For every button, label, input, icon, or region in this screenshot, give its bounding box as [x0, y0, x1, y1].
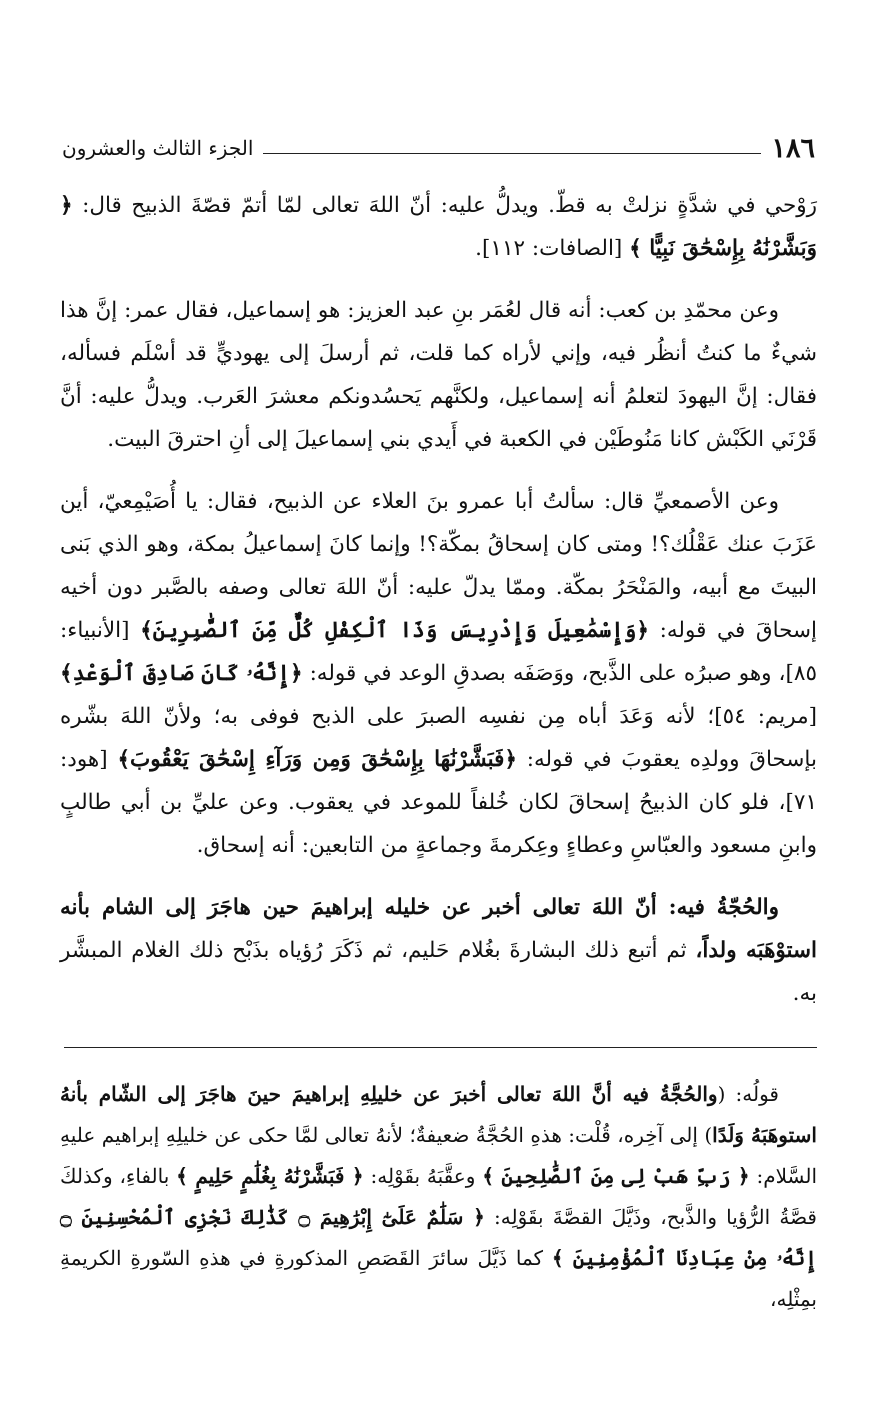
text-run: قولُه: (	[717, 1082, 779, 1106]
running-title: الجزء الثالث والعشرون	[62, 136, 254, 160]
quoted-text: والحُجَّةُ فيه أنَّ اللهَ تعالى أخبرَ عن خليلِهِ إبراهيمَ حينَ هاجَرَ إلى الشّام بأنهُ استوهَبَهُ وَلَدًا	[60, 1082, 817, 1147]
text-run: كما ذَيَّلَ سائرَ القَصَصِ المذكورةِ في هذهِ السّورةِ الكريمةِ بمِثْلِه،	[60, 1246, 817, 1311]
text-run: ) إلى آخِره، قُلْت: هذهِ الحُجَّةُ ضعيفةٌ؛ لأنهُ تعالى لمَّا حكى عن خليلِهِ إبراهيم عليهِ السَّلام:	[60, 1123, 818, 1188]
text-run: [الأنبياء: ٨٥]، وهو صبرُه على الذَّبح، ووَصَفَه بصدقِ الوعد في قوله:	[60, 618, 817, 686]
quran-verse: ﴿إِنَّهُۥ كَانَ صَادِقَ ٱلْوَعْدِ﴾	[60, 661, 303, 686]
text-run: وعقَّبَهُ بقَوْلِه:	[363, 1164, 483, 1188]
quran-verse: ﴿ فَبَشَّرْنَٰهُ بِغُلَٰمٍ حَلِيمٍ ﴾	[176, 1164, 364, 1188]
footnote-paragraph	[60, 1074, 817, 1320]
quran-verse: ﴿فَبَشَّرْنَٰهَا بِإِسْحَٰقَ وَمِن وَرَآءِ إِسْحَٰقَ يَعْقُوبَ﴾	[117, 747, 517, 772]
quran-verse: ﴿ رَبِّ هَبْ لِى مِنَ ٱلصَّٰلِحِينَ ﴾	[482, 1164, 750, 1188]
paragraph	[60, 289, 817, 461]
text-run: بالفاءِ، وكذلكَ قصَّةُ الرُّؤيا والذَّبح، وذَيَّلَ القصَّةَ بقَوْلِه:	[60, 1164, 817, 1229]
text-run: وعن محمّدِ بن كعب: أنه قال لعُمَر بنِ عبد العزيز: هو إسماعيل، فقال عمر: إنَّ هذا شيءٌ ما كنتُ أنظُر فيه، وإني لأراه كما قلت، ثم أرسلَ إلى يهوديٍّ قد أسْلَم فسأله، فقال: إنَّ اليهودَ لتعلمُ أنه إسماعيل، ولكنَّهم يَحسُدونكم معشرَ العَرب. ويدلُّ عليه: أنَّ قَرْنَي الكَبْش كانا مَنُوطَيْن في الكعبة في أَيدي بني إسماعيلَ إلى أنِ احترقَ البيت.	[60, 298, 817, 452]
text-run: وعن الأصمعيِّ قال: سألتُ أبا عمرو بنَ العلاء عن الذبيح، فقال: يا أُصَيْمِعيّ، أين عَزَبَ عنك عَقْلُك؟! ومتى كان إسحاقُ بمكّة؟! وإنما كانَ إسماعيلُ بمكة، وهو الذي بَنى البيتَ مع أبيه، والمَنْحَرُ بمكّة. وممّا يدلّ عليه: أنّ اللهَ تعالى وصفه بالصَّبر دون أخيه إسحاقَ في قوله:	[60, 489, 818, 643]
paragraph	[60, 886, 817, 1015]
text-run: [الصافات: ١١٢].	[475, 236, 630, 261]
page-number: ١٨٦	[771, 132, 815, 164]
quran-verse: ﴿ وَبَشَّرْنَٰهُ بِإِسْحَٰقَ نَبِيًّا ﴾	[60, 193, 817, 261]
paragraph	[60, 184, 817, 270]
footnote-separator	[64, 1047, 817, 1048]
commentary-footnote	[60, 1074, 817, 1320]
page-header	[62, 128, 815, 168]
text-run: [هود: ٧١]، فلو كان الذبيحُ إسحاقَ لكان خُلفاً للموعد في يعقوب. وعن عليِّ بن أبي طالبٍ وابنِ مسعود والعبّاسِ وعطاءٍ وعِكرمةَ وجماعةٍ من التابعين: أنه إسحاق.	[60, 747, 817, 858]
bold-run: والحُجّةُ فيه: أنّ اللهَ تعالى أخبر عن خليله إبراهيمَ حين هاجَرَ إلى الشام بأنه استوْهَبَه ولداً،	[60, 895, 817, 963]
paragraph	[60, 480, 817, 867]
quran-verse: ﴿وَإِسْمَٰعِيلَ وَإِدْرِيسَ وَذَا ٱلْكِفْلِ كُلٌّ مِّنَ ٱلصَّٰبِرِينَ﴾	[140, 618, 649, 643]
text-run: ثم أتبع ذلك البشارةَ بغُلام حَليم، ثم ذَكَرَ رُؤياه بذَبْح ذلك الغلام المبشَّر به.	[60, 938, 817, 1006]
main-text	[60, 184, 817, 1034]
text-run: رَوْحي في شدَّةٍ نزلتْ به قطّ. ويدلُّ عليه: أنّ اللهَ تعالى لمّا أتمّ قصّةَ الذبيح قال:	[72, 193, 817, 218]
text-run: [مريم: ٥٤]؛ لأنه وَعَدَ أباه مِن نفسِه الصبرَ على الذبح فوفى به؛ ولأنّ اللهَ بشّره بإسحاقَ وولدِه يعقوبَ في قوله:	[60, 704, 817, 772]
header-rule	[263, 153, 761, 154]
quran-verse: ﴿ سَلَٰمٌ عَلَىٰٓ إِبْرَٰهِيمَ ۝ كَذَٰلِكَ نَجْزِى ٱلْمُحْسِنِينَ ۝ إِنَّهُۥ مِنْ عِبَادِنَا ٱلْمُؤْمِنِينَ ﴾	[60, 1205, 817, 1270]
